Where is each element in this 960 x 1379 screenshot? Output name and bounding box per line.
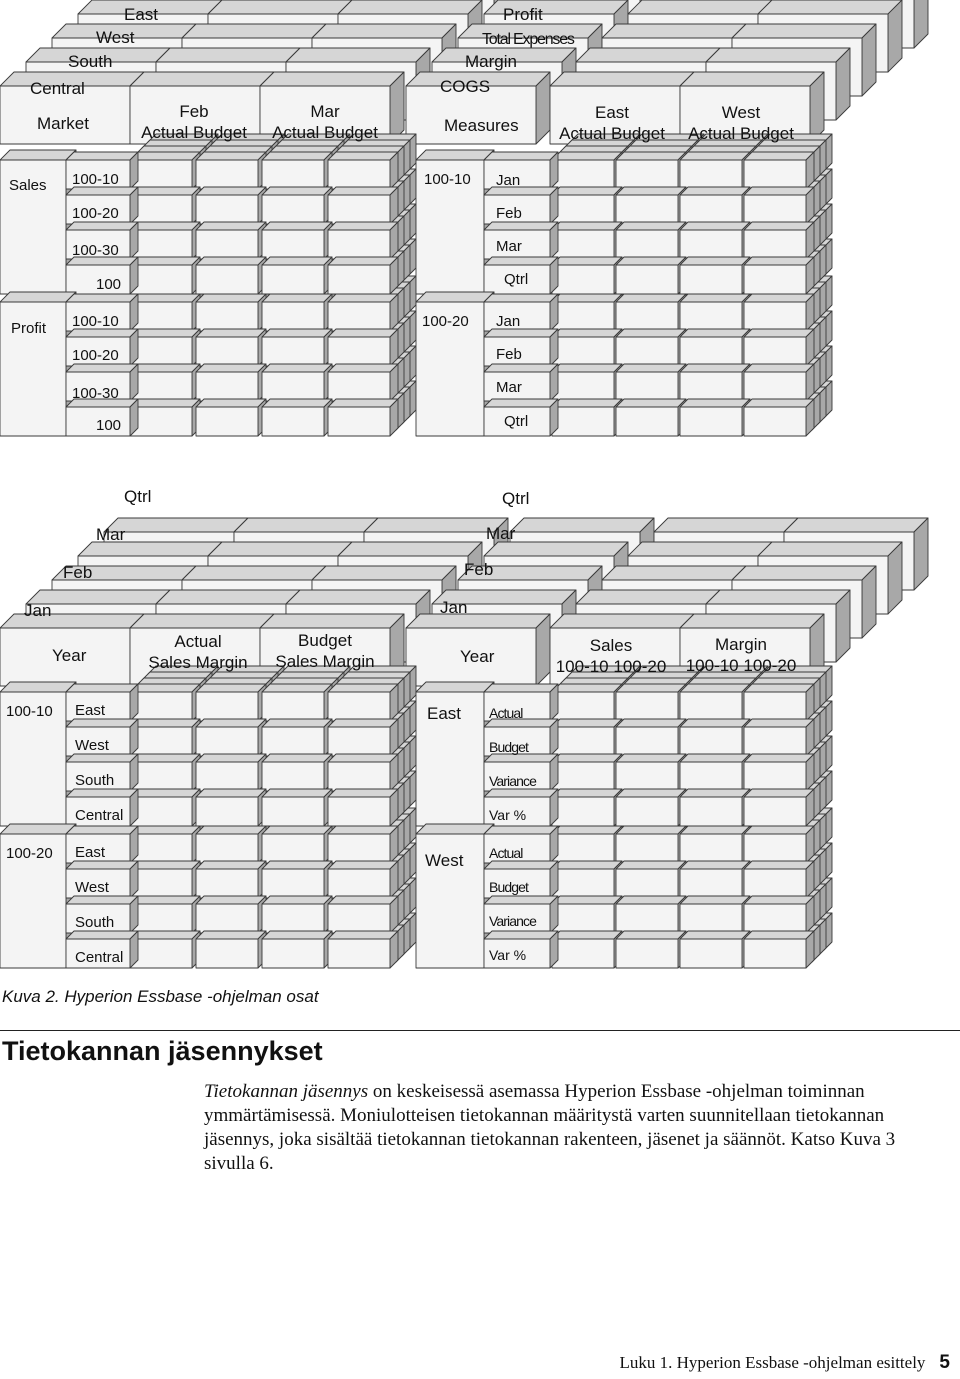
cube1-row-item: 100-10 — [72, 313, 119, 330]
cube1-right-row-item: Jan — [496, 172, 521, 189]
cube2-right-top-label: Mar — [486, 524, 516, 543]
cube1-right-row-item: Mar — [496, 238, 522, 255]
cube1-right-row-item: Qtrl — [504, 271, 529, 288]
cube2-top-label: Feb — [63, 563, 93, 582]
cube2-row-item: West — [75, 737, 109, 754]
cube1-right-row-item: Mar — [496, 379, 522, 396]
chapter-title: Luku 1. Hyperion Essbase -ohjelman esittely — [619, 1353, 926, 1372]
cube1-col-mar: Mar — [310, 102, 340, 121]
cube2-right-row-item: Actual — [489, 705, 523, 721]
cube2-row-item: East — [75, 844, 106, 861]
cube1-top-label: East — [124, 5, 159, 24]
page-footer — [619, 1352, 950, 1374]
cube1-top-label: West — [96, 28, 135, 47]
cube2-right-row-item: Actual — [489, 845, 523, 861]
cube1-right-row-item: Jan — [496, 313, 521, 330]
cube2-grid — [0, 518, 928, 968]
cube1-col-feb: Actual Budget — [141, 123, 247, 142]
cube2-top-label: Jan — [24, 601, 52, 620]
cube1-right-top-label: Measures — [444, 116, 519, 135]
cube1-col-west: West — [721, 103, 761, 122]
cube2-col-budget: Sales Margin — [275, 652, 375, 671]
cube2-col-budget: Budget — [298, 631, 352, 650]
lead-term: Tietokannan jäsennys — [204, 1081, 369, 1102]
cube2-right-row-group: West — [425, 851, 464, 870]
cube1-right-top-label: Total Expenses — [482, 31, 574, 48]
cube1-col-feb: Feb — [179, 102, 209, 121]
cube1-row-item: 100-30 — [72, 385, 119, 402]
section-rule — [0, 1030, 960, 1031]
cube2-right-top-label: Feb — [464, 560, 494, 579]
cube1-right-top-label: Margin — [465, 52, 517, 71]
cube1-row-group: Sales — [9, 177, 47, 194]
cube2-top-label: Mar — [96, 525, 126, 544]
cube2-right-top-label: Qtrl — [502, 489, 530, 508]
cube2-col-margin: 100-10 100-20 — [685, 656, 797, 675]
cube2-right-top-label: Year — [460, 647, 495, 666]
cube1-row-item: 100 — [96, 276, 122, 293]
cube2-top-label: Qtrl — [124, 487, 152, 506]
cube1-row-item: 100-20 — [72, 347, 119, 364]
cube1-row-item: 100-30 — [72, 242, 119, 259]
cube1-right-row-group: 100-10 — [424, 171, 471, 188]
cube2-top-label: Year — [52, 646, 87, 665]
cube2-col-sales: Sales — [589, 636, 633, 655]
cube2-row-group: 100-10 — [6, 703, 53, 720]
cube2-col-margin: Margin — [715, 635, 767, 654]
cube2-row-item: South — [75, 772, 115, 789]
cube1-grid — [0, 0, 928, 436]
cube2-right-row-item: Variance — [489, 913, 537, 929]
cube1-top-label: Market — [37, 114, 89, 133]
cube1-right-top-label: Profit — [503, 5, 543, 24]
cube1-top-label: Central — [30, 79, 85, 98]
cube1-col-west: Actual Budget — [688, 124, 794, 143]
figure-caption: Kuva 2. Hyperion Essbase -ohjelman osat — [2, 987, 319, 1006]
paragraph-text: on keskeisessä asemassa Hyperion Essbase -ohjelman toiminnan ymmärtämisessä. Moniulotteisen tietokannan määritystä varten suunnitellaan tietokannan jäsennys, joka sisältää tietokannan tietokannan rakenteen, jäsenet ja säännöt. Katso Kuva 3 sivulla 6. — [204, 1081, 896, 1174]
cube1-col-mar: Actual Budget — [272, 123, 378, 142]
cube1-col-east: Actual Budget — [559, 124, 665, 143]
cube2-right-top-label: Jan — [440, 598, 468, 617]
cube1-top-label: South — [68, 52, 113, 71]
cube2-col-actual: Sales Margin — [148, 653, 248, 672]
cube2-right-row-item: Var % — [489, 947, 527, 963]
cube1-right-row-item: Feb — [496, 205, 522, 222]
cube1-row-item: 100 — [96, 417, 122, 434]
cube1-right-row-item: Qtrl — [504, 413, 529, 430]
cube1-right-row-item: Feb — [496, 346, 522, 363]
cube1-right-row-group: 100-20 — [422, 313, 469, 330]
cube1-row-group: Profit — [11, 320, 47, 337]
cube2-row-item: Central — [75, 949, 124, 966]
cube1-row-item: 100-10 — [72, 171, 119, 188]
cube2-right-row-item: Budget — [489, 739, 528, 755]
cube2-col-sales: 100-10 100-20 — [555, 657, 667, 676]
cube2-right-row-item: Variance — [489, 773, 537, 789]
cube1-col-east: East — [594, 103, 630, 122]
page-number: 5 — [939, 1352, 950, 1373]
cube2-row-item: West — [75, 879, 109, 896]
cube2-row-item: East — [75, 702, 106, 719]
cube2-row-item: South — [75, 914, 115, 931]
cube2-right-row-item: Budget — [489, 879, 528, 895]
cube2-row-group: 100-20 — [6, 845, 53, 862]
section-title: Tietokannan jäsennykset — [2, 1036, 323, 1066]
cube1-right-top-label: COGS — [440, 77, 491, 96]
body-paragraph — [204, 1080, 932, 1176]
cube2-row-item: Central — [75, 807, 124, 824]
cube1-row-item: 100-20 — [72, 205, 119, 222]
cube2-col-actual: Actual — [174, 632, 222, 651]
cube2-right-row-group: East — [427, 704, 462, 723]
cube2-right-row-item: Var % — [489, 807, 527, 823]
